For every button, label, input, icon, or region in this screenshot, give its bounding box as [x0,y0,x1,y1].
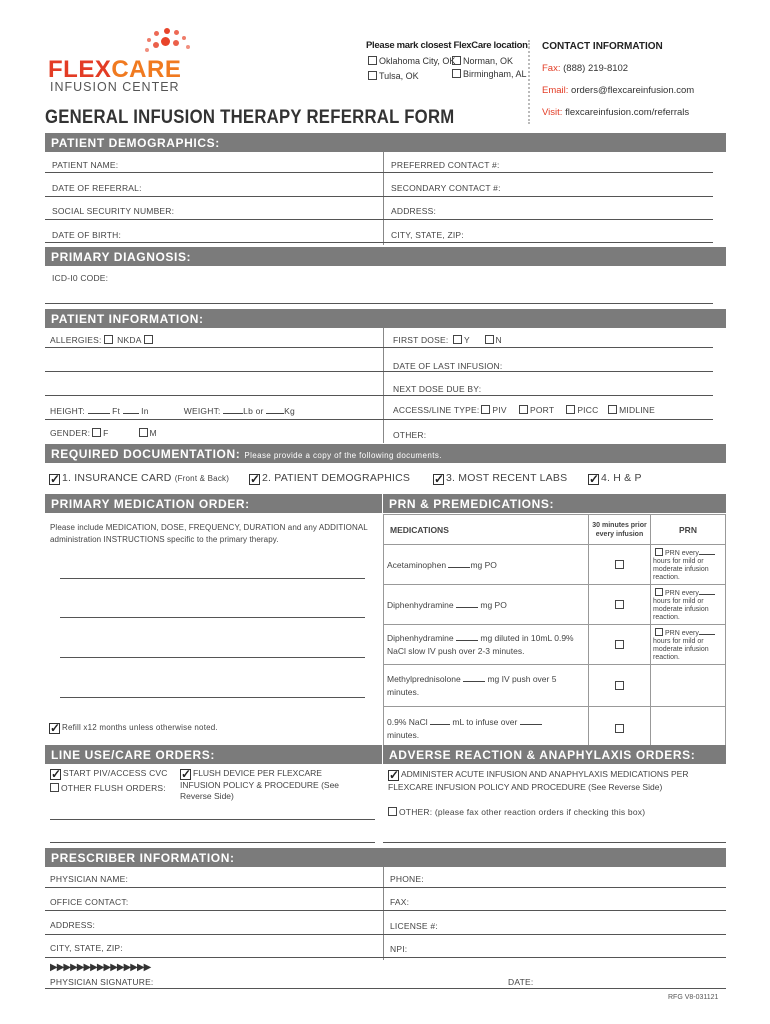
doc-insurance-check[interactable]: ✓ [50,472,61,486]
logo-care: CARE [111,56,182,83]
prior-checkbox-4[interactable] [615,681,624,690]
contact-email[interactable]: Email: orders@flexcareinfusion.com [542,85,695,96]
physician-name-label: PHYSICIAN NAME: [50,874,129,884]
address-field[interactable] [383,219,713,220]
nkda-checkbox[interactable] [144,335,153,344]
license-label: LICENSE #: [390,921,438,931]
port-checkbox[interactable] [519,405,528,414]
other-label: OTHER: [393,430,427,440]
location-okc-checkbox[interactable] [368,56,377,65]
line-care-field-1[interactable] [50,819,375,820]
contact-heading: CONTACT INFORMATION [542,41,663,52]
prn-checkbox-1[interactable] [655,548,663,556]
doc-demographics-check[interactable]: ✓ [250,472,261,486]
location-okc[interactable]: Oklahoma City, OK [366,56,455,66]
section-line-care: LINE USE/CARE ORDERS: [45,745,382,764]
access-label: ACCESS/LINE TYPE: PIV PORT PICC MIDLINE [393,405,655,415]
prescriber-address-field[interactable] [45,934,383,935]
prior-checkbox-1[interactable] [615,560,624,569]
prescriber-city-label: CITY, STATE, ZIP: [50,943,123,953]
ssn-label: SOCIAL SECURITY NUMBER: [52,206,175,216]
logo [48,28,198,98]
phone-label: PHONE: [390,874,424,884]
date-referral-field[interactable] [45,196,383,197]
city-field[interactable] [383,242,713,243]
preferred-contact-field[interactable] [383,172,713,173]
npi-label: NPI: [390,944,408,954]
height-weight-label: HEIGHT: Ft In WEIGHT: Lb or Kg [50,406,295,416]
primary-med-line-4[interactable] [60,697,365,698]
adverse-other-checkbox[interactable] [388,807,397,816]
fax-label: FAX: [390,897,410,907]
logo-flex: FLEX [48,56,112,83]
last-infusion-field[interactable] [383,371,713,372]
prn-row: Diphenhydramine mg diluted in 10mL 0.9% NaCl slow IV push over 2-3 minutes. PRN everyhours for mild or moderate infusion reaction. [384,625,726,665]
signature-arrows: ▶▶▶▶▶▶▶▶▶▶▶▶▶▶▶ [50,962,151,973]
contact-visit[interactable]: Visit: flexcareinfusion.com/referrals [542,107,690,118]
gender-f-checkbox[interactable] [92,428,101,437]
location-birmingham-checkbox[interactable] [452,69,461,78]
height-weight-field[interactable] [45,419,383,420]
doc-hp: ✓ 4. H & P [589,472,642,486]
physician-name-field[interactable] [45,887,383,888]
prescriber-address-label: ADDRESS: [50,920,96,930]
doc-insurance: ✓ 1. INSURANCE CARD (Front & Back) [50,472,230,486]
logo-subtitle: INFUSION CENTER [50,80,180,94]
col-prior: 30 minutes prior every infusion [589,515,651,545]
ssn-field[interactable] [45,219,383,220]
revision-code: RFG V8-031121 [668,994,719,1001]
doc-hp-check[interactable]: ✓ [589,472,600,486]
next-dose-label: NEXT DOSE DUE BY: [393,384,482,394]
address-label: ADDRESS: [391,206,437,216]
allergies-field-2[interactable] [45,371,383,372]
doc-demographics: ✓ 2. PATIENT DEMOGRAPHICS [250,472,411,486]
npi-field[interactable] [383,957,726,958]
prn-table [383,514,726,751]
first-dose-field[interactable] [383,347,713,348]
line-care-field-2[interactable] [50,842,375,843]
dob-label: DATE OF BIRTH: [52,230,122,240]
col-medications: MEDICATIONS [384,515,589,545]
location-tulsa[interactable]: Tulsa, OK [366,71,419,81]
flush-device: ✓ FLUSH DEVICE PER FLEXCARE INFUSION POLICY & PROCEDURE (See Reverse Side) [180,767,340,801]
allergies-checkbox[interactable] [104,335,113,344]
other-flush: OTHER FLUSH ORDERS: [50,783,166,793]
access-field[interactable] [383,419,713,420]
city-label: CITY, STATE, ZIP: [391,230,464,240]
section-prn-premedications: PRN & PREMEDICATIONS: [383,494,726,513]
secondary-contact-label: SECONDARY CONTACT #: [391,183,501,193]
doc-labs-check[interactable]: ✓ [434,472,445,486]
prior-checkbox-3[interactable] [615,640,624,649]
start-piv: ✓ START PIV/ACCESS CVC [51,767,168,781]
patient-name-field[interactable] [45,172,383,173]
section-primary-medication: PRIMARY MEDICATION ORDER: [45,494,382,513]
secondary-contact-field[interactable] [383,196,713,197]
last-infusion-label: DATE OF LAST INFUSION: [393,361,503,371]
license-field[interactable] [383,934,726,935]
gender-m-checkbox[interactable] [139,428,148,437]
refill-check[interactable]: ✓ [50,721,61,735]
contact-divider [528,40,530,124]
phone-field[interactable] [383,887,726,888]
allergies-label: ALLERGIES: NKDA [50,335,155,345]
preferred-contact-label: PREFERRED CONTACT #: [391,160,500,170]
gender-label: GENDER: F M [50,428,157,438]
flush-device-check[interactable]: ✓ [181,767,192,781]
midline-checkbox[interactable] [608,405,617,414]
signature-label: PHYSICIAN SIGNATURE: [50,977,154,987]
doc-labs: ✓ 3. MOST RECENT LABS [434,472,568,486]
prn-row: 0.9% NaCl mL to infuse over minutes. [384,707,726,751]
section-required-documentation: REQUIRED DOCUMENTATION: Please provide a copy of the following documents. [45,444,726,463]
office-contact-label: OFFICE CONTACT: [50,897,129,907]
location-norman[interactable]: Norman, OK [450,56,513,66]
prn-row: Acetaminophen mg PO PRN everyhours for mild or moderate infusion reaction. [384,545,726,585]
section-patient-demographics: PATIENT DEMOGRAPHICS: [45,133,726,152]
piv-checkbox[interactable] [481,405,490,414]
section-patient-information: PATIENT INFORMATION: [45,309,726,328]
first-dose-yes-checkbox[interactable] [453,335,462,344]
adverse-administer-check[interactable]: ✓ [389,768,400,782]
form-title: GENERAL INFUSION THERAPY REFERRAL FORM [45,107,455,128]
primary-med-line-1[interactable] [60,578,365,579]
prn-checkbox-3[interactable] [655,628,663,636]
col-prn: PRN [651,515,726,545]
next-dose-field[interactable] [383,395,713,396]
refill-note: ✓ Refill x12 months unless otherwise noted. [50,721,218,735]
section-primary-diagnosis: PRIMARY DIAGNOSIS: [45,247,726,266]
allergies-field[interactable] [45,347,383,348]
section-prescriber-information: PRESCRIBER INFORMATION: [45,848,726,867]
contact-fax: Fax: (888) 219-8102 [542,63,629,74]
adverse-other: OTHER: (please fax other reaction orders if checking this box) [388,807,645,817]
dob-field[interactable] [45,242,383,243]
first-dose-no-checkbox[interactable] [485,335,494,344]
signature-field[interactable] [45,988,726,989]
location-norman-checkbox[interactable] [452,56,461,65]
start-piv-check[interactable]: ✓ [51,767,62,781]
location-heading: Please mark closest FlexCare location: [366,40,531,51]
other-flush-checkbox[interactable] [50,783,59,792]
location-birmingham[interactable]: Birmingham, AL [450,69,527,79]
prn-checkbox-2[interactable] [655,588,663,596]
section-adverse-reaction: ADVERSE REACTION & ANAPHYLAXIS ORDERS: [383,745,726,764]
primary-med-instructions: Please include MEDICATION, DOSE, FREQUENCY, DURATION and any ADDITIONAL administration INSTRUCTIONS specific to the primary therapy. [50,523,368,544]
office-contact-field[interactable] [45,910,383,911]
prn-row: Methylprednisolone mg IV push over 5 minutes. [384,665,726,707]
fax-field[interactable] [383,910,726,911]
adverse-administer: ✓ ADMINISTER ACUTE INFUSION AND ANAPHYLAXIS MEDICATIONS PER FLEXCARE INFUSION POLICY AND PROCEDURE (See Reverse Side) [388,768,689,792]
adverse-field[interactable] [383,842,726,843]
icd-field[interactable] [45,303,713,304]
location-tulsa-checkbox[interactable] [368,71,377,80]
prn-row: Diphenhydramine mg PO PRN everyhours for mild or moderate infusion reaction. [384,585,726,625]
prior-checkbox-5[interactable] [615,724,624,733]
first-dose-label: FIRST DOSE: Y N [393,335,502,345]
primary-med-line-2[interactable] [60,617,365,618]
patient-name-label: PATIENT NAME: [52,160,119,170]
icd-label: ICD-I0 CODE: [52,273,109,283]
prescriber-city-field[interactable] [45,957,383,958]
picc-checkbox[interactable] [566,405,575,414]
prior-checkbox-2[interactable] [615,600,624,609]
primary-med-line-3[interactable] [60,657,365,658]
date-referral-label: DATE OF REFERRAL: [52,183,142,193]
date-label: DATE: [508,977,534,987]
allergies-field-3[interactable] [45,395,383,396]
